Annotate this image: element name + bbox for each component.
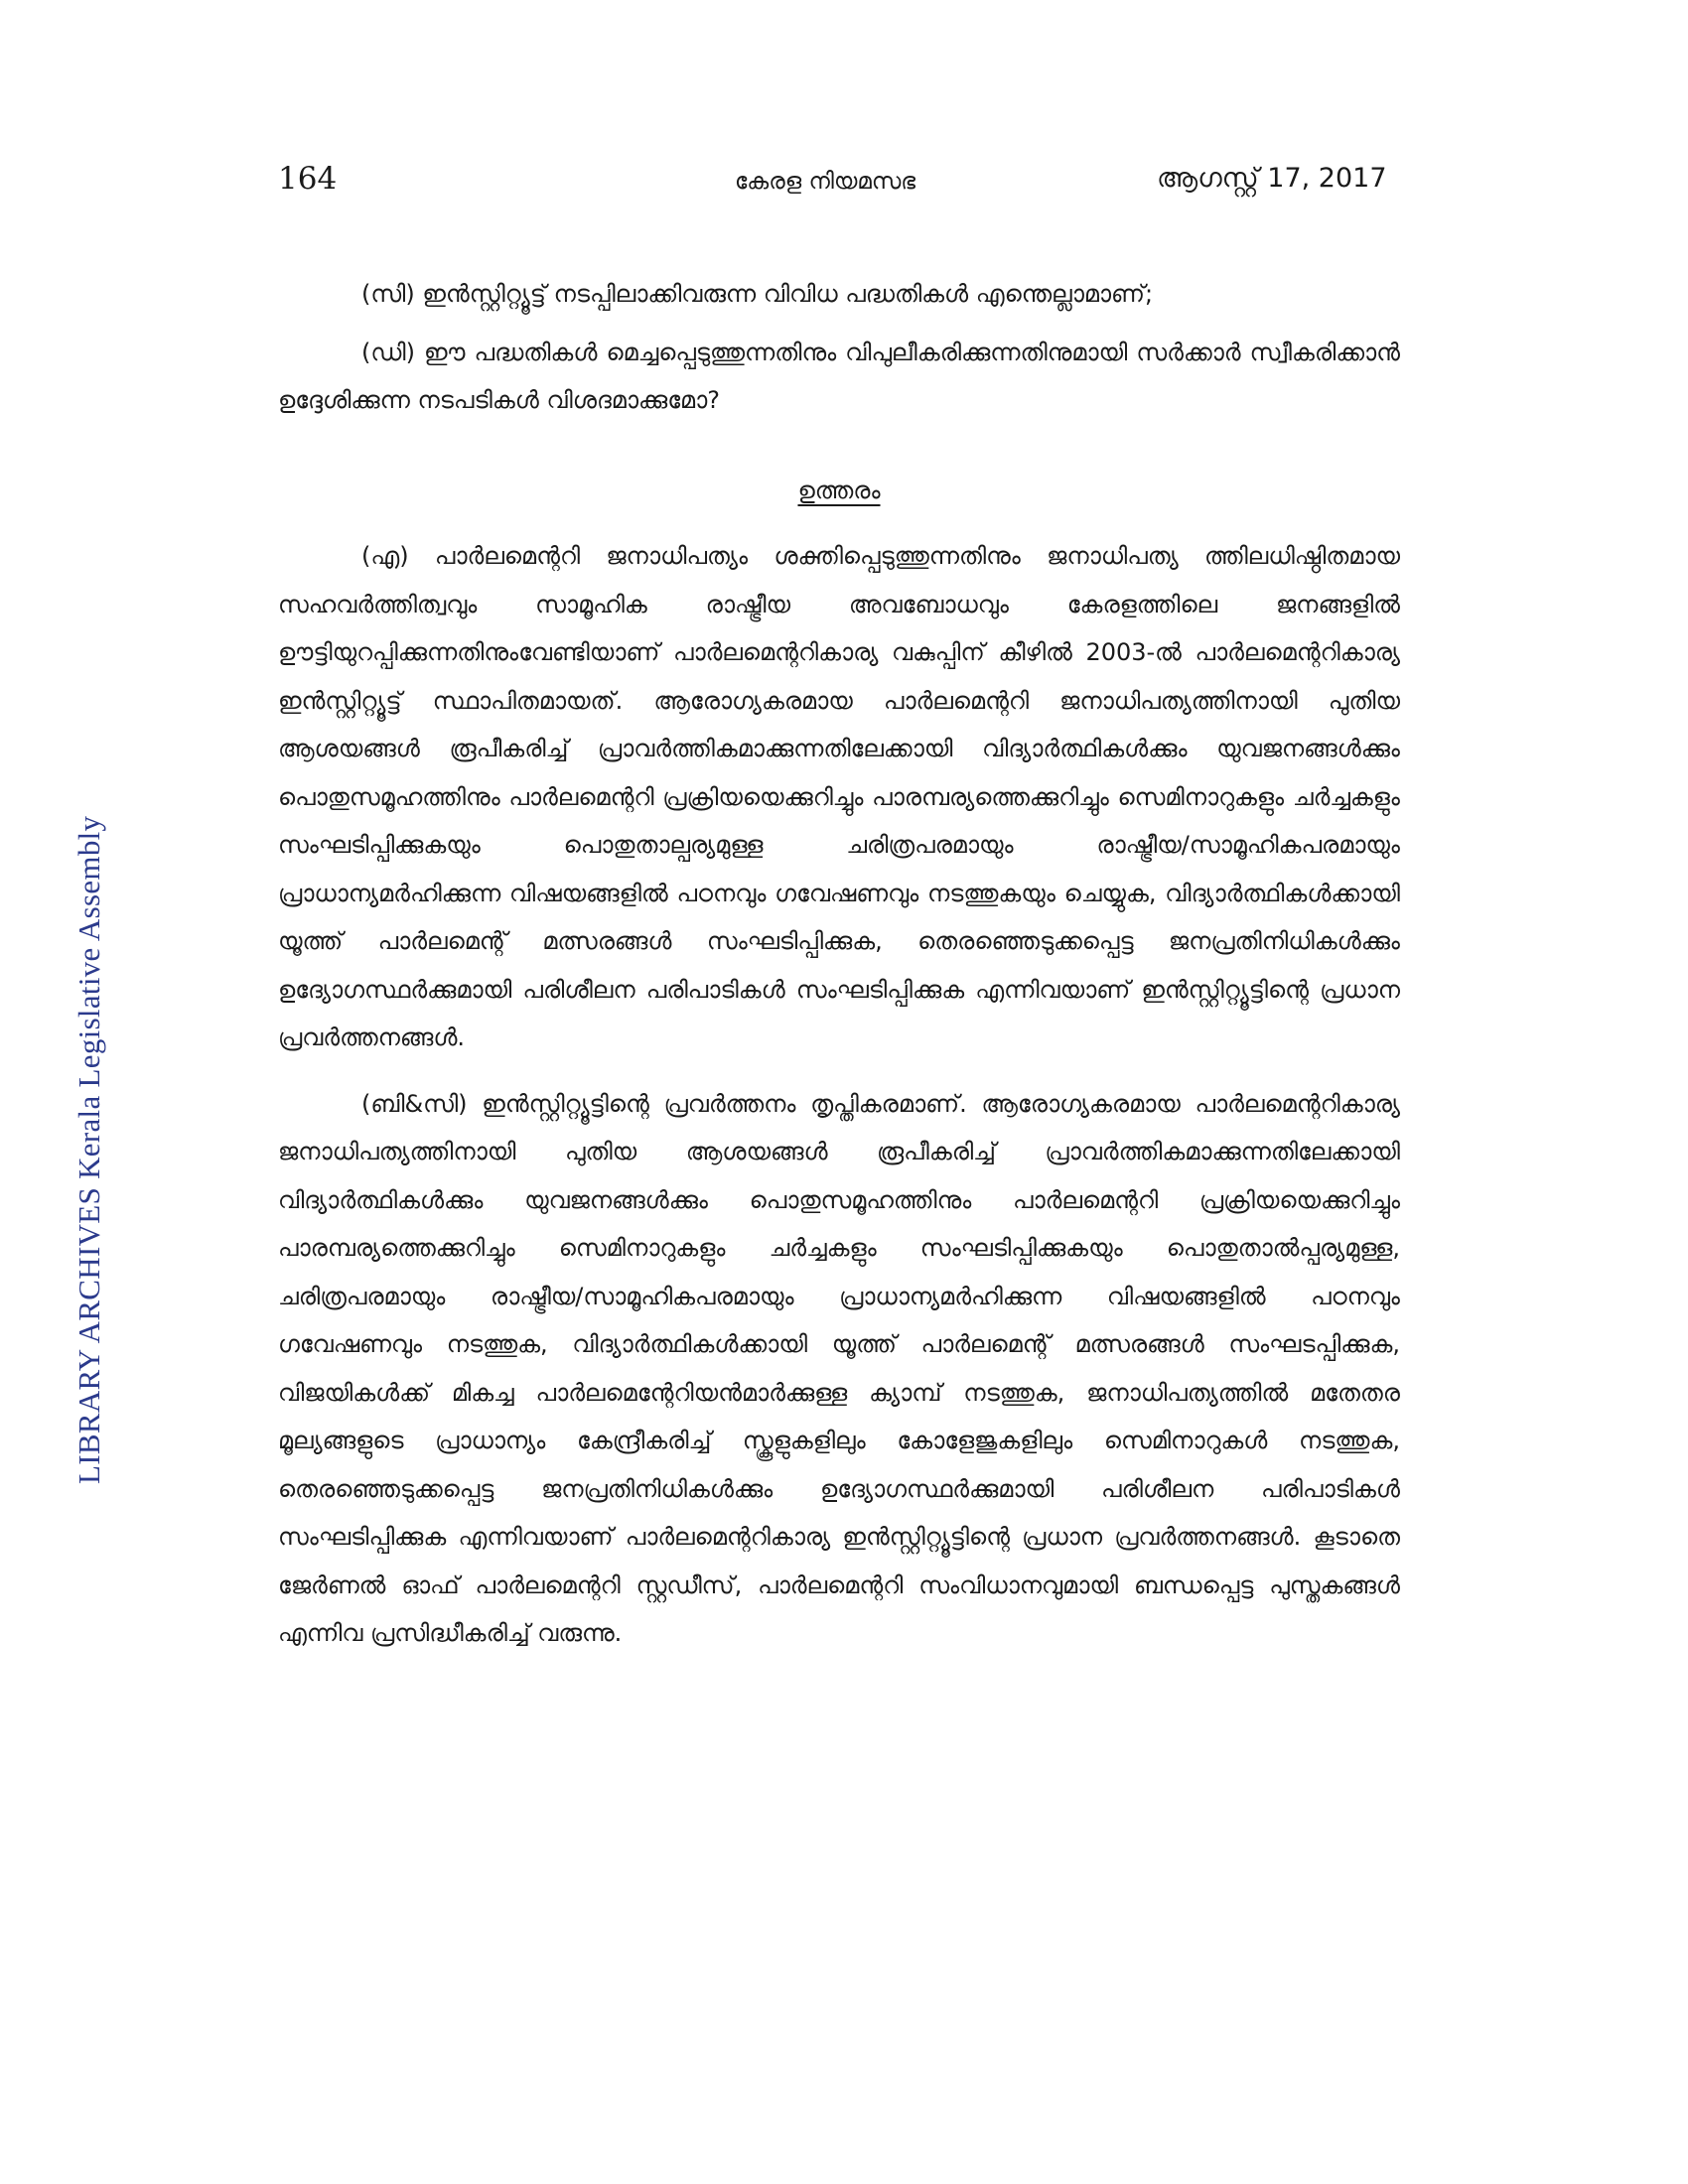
- page-date: ആഗസ്റ്റ് 17, 2017: [1157, 163, 1387, 194]
- running-title: കേരള നിയമസഭ: [735, 169, 916, 195]
- question-d: (ഡി) ഈ പദ്ധതികൾ മെച്ചപ്പെടുത്തുന്നതിനും വിപുലീകരിക്കുന്നതിനുമായി സർക്കാർ സ്വീകരിക്കാൻ ഉദ്ദേശിക്കുന്ന നടപടികൾ വിശദമാക്കുമോ?: [278, 338, 1400, 414]
- answer-heading: ഉത്തരം: [797, 476, 881, 504]
- library-archives-stamp: LIBRARY ARCHIVES Kerala Legislative Assembly: [71, 815, 106, 1484]
- answer-a: (എ) പാർലമെന്ററി ജനാധിപത്യം ശക്തിപ്പെടുത്തുന്നതിനും ജനാധിപത്യ ത്തിലധിഷ്ഠിതമായ സഹവർത്തിത്വവും സാമൂഹിക രാഷ്ട്രീയ അവബോധവും കേരളത്തിലെ ജനങ്ങളിൽ ഊട്ടിയുറപ്പിക്കുന്നതിനുംവേണ്ടിയാണ് പാർലമെന്ററികാര്യ വകുപ്പിന് കീഴിൽ 2003-ൽ പാർലമെന്ററികാര്യ ഇൻസ്റ്റിറ്റ്യൂട്ട് സ്ഥാപിതമായത്. ആരോഗ്യകരമായ പാർലമെന്ററി ജനാധിപത്യത്തിനായി പുതിയ ആശയങ്ങൾ രൂപീകരിച്ച് പ്രാവർത്തികമാക്കുന്നതിലേക്കായി വിദ്യാർത്ഥികൾക്കും യുവജനങ്ങൾക്കും പൊതുസമൂഹത്തിനും പാർലമെന്ററി പ്രക്രിയയെക്കുറിച്ചും പാരമ്പര്യത്തെക്കുറിച്ചും സെമിനാറുകളും ചർച്ചകളും സംഘടിപ്പിക്കുകയും പൊതുതാല്പര്യമുള്ള ചരിത്രപരമായും രാഷ്ട്രീയ/സാമൂഹികപരമായും പ്രാധാന്യമർഹിക്കുന്ന വിഷയങ്ങളിൽ പഠനവും ഗവേഷണവും നടത്തുകയും ചെയ്യുക, വിദ്യാർത്ഥികൾക്കായി യൂത്ത് പാർലമെന്റ് മത്സരങ്ങൾ സംഘടിപ്പിക്കുക, തെരഞ്ഞെടുക്കപ്പെട്ട ജനപ്രതിനിധികൾക്കും ഉദ്യോഗസ്ഥർക്കുമായി പരിശീലന പരിപാടികൾ സംഘടിപ്പിക്കുക എന്നിവയാണ് ഇൻസ്റ്റിറ്റ്യൂട്ടിന്റെ പ്രധാന പ്രവർത്തനങ്ങൾ.: [278, 542, 1400, 1051]
- page-number: 164: [278, 161, 338, 197]
- document-body: [278, 270, 1400, 1658]
- question-c: (സി) ഇൻസ്റ്റിറ്റ്യൂട്ട് നടപ്പിലാക്കിവരുന്ന വിവിധ പദ്ധതികൾ എന്തെല്ലാമാണ്;: [361, 280, 1154, 308]
- answer-bc: (ബി&സി) ഇൻസ്റ്റിറ്റ്യൂട്ടിന്റെ പ്രവർത്തനം തൃപ്തികരമാണ്. ആരോഗ്യകരമായ പാർലമെന്ററികാര്യ ജനാധിപത്യത്തിനായി പുതിയ ആശയങ്ങൾ രൂപീകരിച്ച് പ്രാവർത്തികമാക്കുന്നതിലേക്കായി വിദ്യാർത്ഥികൾക്കും യുവജനങ്ങൾക്കും പൊതുസമൂഹത്തിനും പാർലമെന്ററി പ്രക്രിയയെക്കുറിച്ചും പാരമ്പര്യത്തെക്കുറിച്ചും സെമിനാറുകളും ചർച്ചകളും സംഘടിപ്പിക്കുകയും പൊതുതാൽപ്പര്യമുള്ള, ചരിത്രപരമായും രാഷ്ട്രീയ/സാമൂഹികപരമായും പ്രാധാന്യമർഹിക്കുന്ന വിഷയങ്ങളിൽ പഠനവും ഗവേഷണവും നടത്തുക, വിദ്യാർത്ഥികൾക്കായി യൂത്ത് പാർലമെന്റ് മത്സരങ്ങൾ സംഘടപ്പിക്കുക, വിജയികൾക്ക് മികച്ച പാർലമെന്റേറിയൻമാർക്കുള്ള ക്യാമ്പ് നടത്തുക, ജനാധിപത്യത്തിൽ മതേതര മൂല്യങ്ങളുടെ പ്രാധാന്യം കേന്ദ്രീകരിച്ച് സ്കൂളുകളിലും കോളേജുകളിലും സെമിനാറുകൾ നടത്തുക, തെരഞ്ഞെടുക്കപ്പെട്ട ജനപ്രതിനിധികൾക്കും ഉദ്യോഗസ്ഥർക്കുമായി പരിശീലന പരിപാടികൾ സംഘടിപ്പിക്കുക എന്നിവയാണ് പാർലമെന്ററികാര്യ ഇൻസ്റ്റിറ്റ്യൂട്ടിന്റെ പ്രധാന പ്രവർത്തനങ്ങൾ. കൂടാതെ ജേർണൽ ഓഫ് പാർലമെന്ററി സ്റ്റഡീസ്, പാർലമെന്ററി സംവിധാനവുമായി ബന്ധപ്പെട്ട പുസ്തകങ്ങൾ എന്നിവ പ്രസിദ്ധീകരിച്ച് വരുന്നു.: [278, 1089, 1400, 1647]
